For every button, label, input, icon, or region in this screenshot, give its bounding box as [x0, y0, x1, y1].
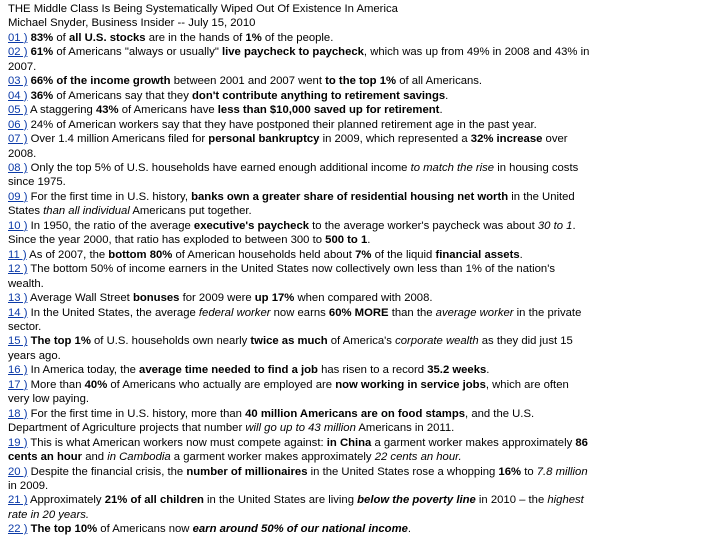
- item-number-link[interactable]: 07 ): [8, 133, 28, 146]
- item-text: In the United States, the average: [30, 306, 196, 319]
- item-text: personal bankruptcy: [208, 133, 320, 146]
- item-number-link[interactable]: 13 ): [8, 292, 28, 305]
- item-text: are in the hands of: [148, 31, 243, 44]
- item-text: all U.S. stocks: [68, 31, 146, 44]
- item-text: 43%: [95, 104, 119, 117]
- item-text: between 2001 and 2007 went: [173, 75, 322, 88]
- list-item: [8, 407, 592, 436]
- item-number-link[interactable]: 09 ): [8, 190, 28, 203]
- item-text: live paycheck to paycheck: [222, 46, 364, 59]
- item-text: average time needed to find a job: [139, 364, 318, 377]
- item-number-link[interactable]: 17 ): [8, 378, 28, 391]
- list-item: [8, 190, 592, 219]
- item-text: of American households held about: [175, 248, 352, 261]
- list-item: [8, 74, 592, 88]
- list-item: [8, 103, 592, 117]
- item-text: of the people.: [264, 31, 334, 44]
- item-text: , and the U.S. Department of Agriculture projects that number: [8, 407, 535, 435]
- item-text: than the: [391, 306, 433, 319]
- item-text: executive's paycheck: [193, 219, 310, 232]
- item-text: 61%: [30, 46, 54, 59]
- item-text: , which was up from 49% in 2008 and 43% in 2007.: [8, 46, 590, 73]
- item-text: number of millionaires: [186, 465, 308, 478]
- item-text: to: [524, 465, 534, 478]
- item-text: .: [367, 234, 371, 247]
- item-text: of all Americans.: [399, 75, 483, 88]
- item-text: of America's: [330, 335, 392, 348]
- facts-list: [8, 31, 592, 537]
- item-text: 35.2 weeks: [427, 364, 487, 377]
- list-item: [8, 465, 592, 494]
- item-number-link[interactable]: 21 ): [8, 494, 28, 507]
- list-item: [8, 436, 592, 465]
- item-text: to the top 1%: [325, 75, 397, 88]
- item-text: up 17%: [254, 292, 295, 305]
- item-text: don't contribute anything to retirement savings: [192, 89, 446, 102]
- item-text: 500 to 1: [325, 234, 368, 247]
- item-text: Average Wall Street: [29, 292, 130, 305]
- item-text: highest rate in 20 years.: [8, 494, 584, 521]
- item-text: in the private sector.: [8, 306, 582, 333]
- item-text: and: [85, 451, 105, 464]
- item-text: This is what American workers now must compete against:: [30, 436, 324, 449]
- item-number-link[interactable]: 01 ): [8, 31, 28, 44]
- item-number-link[interactable]: 02 ): [8, 46, 28, 59]
- list-item: [8, 262, 592, 291]
- list-item: [8, 219, 592, 248]
- item-number-link[interactable]: 22 ): [8, 523, 28, 536]
- item-number-link[interactable]: 12 ): [8, 263, 28, 276]
- item-text: 16%: [498, 465, 522, 478]
- list-item: [8, 306, 592, 335]
- item-text: as they did just 15 years ago.: [8, 335, 573, 362]
- item-text: The bottom 50% of income earners in the United States now collectively own less than 1% of the nation's wealth.: [8, 263, 556, 290]
- item-text: For the first time in U.S. history,: [30, 190, 188, 203]
- item-text: in Cambodia: [107, 451, 171, 464]
- item-text: 40 million Americans are on food stamps: [245, 407, 466, 420]
- item-text: More than: [30, 378, 82, 391]
- item-text: 24% of American workers say that they have postponed their planned retirement age in the past year.: [30, 118, 537, 131]
- item-text: now working in service jobs: [335, 378, 486, 391]
- item-text: for 2009 were: [182, 292, 252, 305]
- item-text: corporate wealth: [395, 335, 479, 348]
- article-title: THE Middle Class Is Being Systematically Wiped Out Of Existence In America: [8, 3, 398, 15]
- item-text: of Americans "always or usually": [56, 46, 219, 59]
- item-text: 40%: [84, 378, 108, 391]
- item-text: Despite the financial crisis, the: [30, 465, 184, 478]
- item-text: less than $10,000 saved up for retirement: [217, 104, 440, 117]
- item-text: than all individual: [43, 205, 130, 218]
- list-item: [8, 31, 592, 45]
- item-text: Approximately: [29, 494, 102, 507]
- item-text: now earns: [273, 306, 326, 319]
- item-text: when compared with 2008.: [297, 292, 433, 305]
- list-item: [8, 132, 592, 161]
- item-text: 83%: [30, 31, 54, 44]
- item-text: .: [486, 364, 490, 377]
- item-text: bottom 80%: [108, 248, 173, 261]
- item-number-link[interactable]: 06 ): [8, 118, 28, 131]
- item-text: In America today, the: [30, 364, 136, 377]
- item-number-link[interactable]: 16 ): [8, 364, 28, 377]
- item-text: .: [519, 248, 523, 261]
- item-text: 32% increase: [470, 133, 543, 146]
- item-number-link[interactable]: 14 ): [8, 306, 28, 319]
- item-text: twice as much: [250, 335, 328, 348]
- item-text: 7.8 million: [536, 465, 588, 478]
- item-text: to match the rise: [410, 161, 495, 174]
- item-number-link[interactable]: 04 ): [8, 89, 28, 102]
- item-text: in housing costs since 1975.: [8, 161, 579, 189]
- item-text: in 2010 – the: [478, 494, 545, 507]
- item-text: 7%: [355, 248, 372, 261]
- item-text: a garment worker makes approximately: [374, 436, 573, 449]
- item-number-link[interactable]: 05 ): [8, 104, 28, 117]
- list-item: [8, 334, 592, 363]
- item-text: average worker: [435, 306, 514, 319]
- list-item: [8, 45, 592, 74]
- item-number-link[interactable]: 08 ): [8, 161, 28, 174]
- item-text: below the poverty line: [357, 494, 476, 507]
- item-text: a garment worker makes approximately: [173, 451, 372, 464]
- item-text: banks own a greater share of residential housing net worth: [191, 190, 509, 203]
- item-text: 30 to 1: [537, 219, 573, 232]
- item-text: 60% MORE: [328, 306, 389, 319]
- item-text: financial assets: [435, 248, 520, 261]
- item-text: For the first time in U.S. history, more than: [30, 407, 242, 420]
- item-text: . Since the year 2000, that ratio has exploded to between 300 to: [8, 219, 576, 247]
- item-text: of the liquid: [374, 248, 433, 261]
- list-item: [8, 493, 592, 522]
- item-text: in the United States: [8, 190, 575, 218]
- item-text: 66% of the income growth: [30, 75, 171, 88]
- article-byline: Michael Snyder, Business Insider -- July 15, 2010: [8, 17, 256, 30]
- item-text: in the United States rose a whopping: [310, 465, 496, 478]
- list-item: [8, 291, 592, 305]
- list-item: [8, 363, 592, 377]
- item-text: over 2008.: [8, 133, 568, 160]
- item-number-link[interactable]: 15 ): [8, 335, 28, 348]
- item-text: in the United States are living: [207, 494, 354, 507]
- item-text: 36%: [30, 89, 54, 102]
- item-text: bonuses: [132, 292, 180, 305]
- list-item: [8, 522, 592, 536]
- item-text: will go up to 43 million: [245, 422, 356, 435]
- item-text: As of 2007, the: [29, 248, 106, 261]
- item-text: of Americans have: [121, 104, 215, 117]
- item-text: .: [439, 104, 443, 117]
- item-text: of Americans say that they: [56, 89, 189, 102]
- item-text: Americans put together.: [132, 205, 252, 218]
- item-number-link[interactable]: 10 ): [8, 219, 28, 232]
- item-text: The top 1%: [30, 335, 91, 348]
- item-text: The top 10%: [30, 523, 98, 536]
- item-text: in 2009, which represented a: [322, 133, 468, 146]
- item-text: in 2009.: [8, 479, 49, 492]
- item-text: .: [407, 523, 412, 536]
- item-text: A staggering: [29, 104, 93, 117]
- item-number-link[interactable]: 19 ): [8, 436, 28, 449]
- item-text: .: [445, 89, 449, 102]
- item-number-link[interactable]: 18 ): [8, 407, 28, 420]
- item-text: 22 cents an hour.: [374, 451, 462, 464]
- item-text: of Americans who actually are employed are: [110, 378, 333, 391]
- item-text: In 1950, the ratio of the average: [30, 219, 191, 232]
- list-item: [8, 161, 592, 190]
- item-text: , which are often very low paying.: [8, 378, 569, 406]
- item-number-link[interactable]: 11 ): [8, 248, 27, 261]
- item-text: Only the top 5% of U.S. households have earned enough additional income: [30, 161, 408, 174]
- item-text: Over 1.4 million Americans filed for: [30, 133, 206, 146]
- item-text: to the average worker's paycheck was about: [312, 219, 535, 232]
- item-text: has risen to a record: [321, 364, 425, 377]
- item-text: federal worker: [198, 306, 271, 319]
- article: [8, 2, 592, 537]
- item-text: of U.S. households own nearly: [94, 335, 248, 348]
- item-text: 21% of all children: [104, 494, 204, 507]
- item-number-link[interactable]: 20 ): [8, 465, 28, 478]
- item-number-link[interactable]: 03 ): [8, 75, 28, 88]
- item-text: 86 cents an hour: [8, 436, 588, 464]
- list-item: [8, 118, 592, 132]
- item-text: Americans in 2011.: [358, 422, 455, 435]
- item-text: in China: [326, 436, 372, 449]
- list-item: [8, 378, 592, 407]
- list-item: [8, 89, 592, 103]
- item-text: earn around 50% of our national income: [192, 523, 408, 536]
- item-text: of Americans now: [100, 523, 190, 536]
- item-text: 1%: [245, 31, 262, 44]
- list-item: [8, 248, 592, 262]
- item-text: of: [56, 31, 66, 44]
